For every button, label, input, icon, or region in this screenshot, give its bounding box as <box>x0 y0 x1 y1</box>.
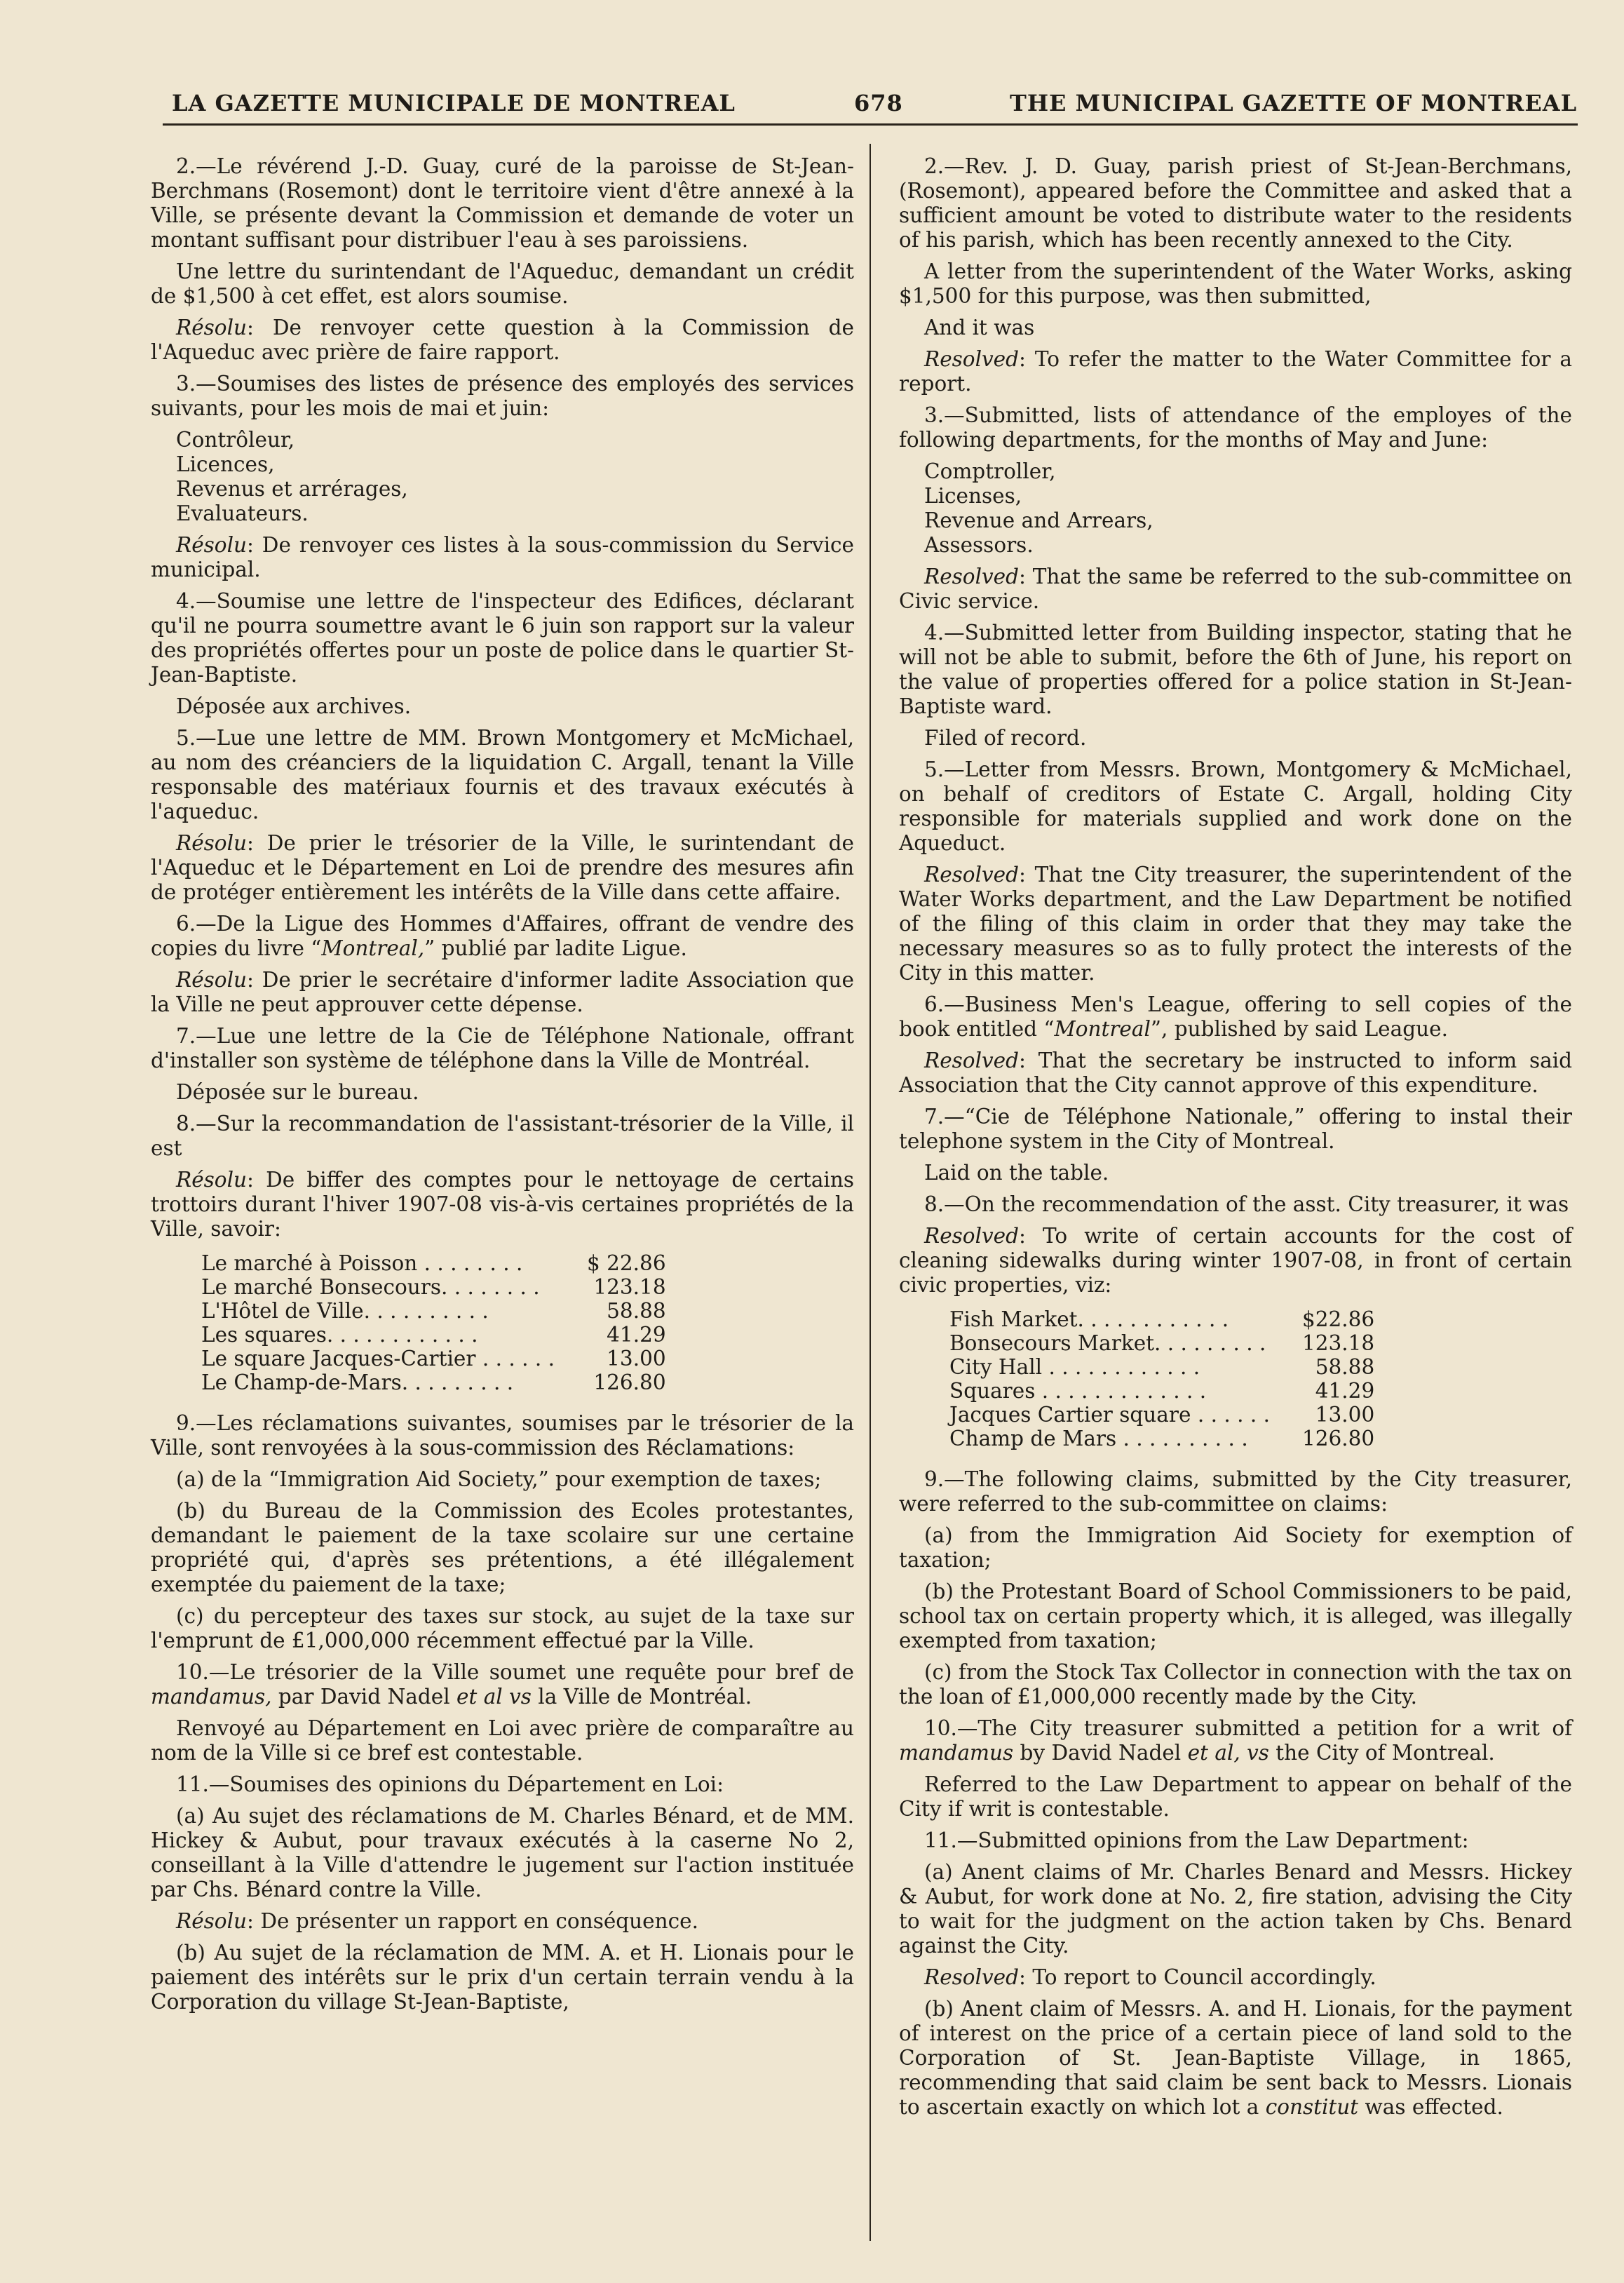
item-6-text-end: ” publié par ladite Ligue. <box>424 936 687 960</box>
table-row <box>201 1251 670 1275</box>
header-title-french: LA GAZETTE MUNICIPALE DE MONTREAL <box>172 90 736 116</box>
opinion-b-text-end: was effected. <box>1358 2095 1503 2119</box>
filed-fr: Déposée aux archives. <box>176 694 412 718</box>
resolution-fr <box>151 1168 854 1241</box>
item-5-fr: 5.—Lue une lettre de MM. Brown Montgomery et McMichael, au nom des créanciers de la liquidation C. Argall, tenant la Ville responsable des matériaux fournis et des travaux exécutés à l'aqueduc. <box>151 726 854 823</box>
resolution-text: : To report to Council accordingly. <box>1019 1965 1376 1989</box>
resolution-en <box>899 1965 1572 1990</box>
resolu-label: Résolu <box>176 1909 248 1933</box>
account-label: Jacques Cartier square . . . . . . <box>949 1403 1270 1427</box>
account-amount: 123.18 <box>1301 1331 1375 1355</box>
item-4-fr: 4.—Soumise une lettre de l'inspecteur des Edifices, déclarant qu'il ne pourra soumettre avant le 6 juin son rapport sur la valeur des propriétés offertes pour un poste de police dans le quartier St-Jean-Baptiste. <box>151 589 854 687</box>
account-label: L'Hôtel de Ville. . . . . . . . . . <box>201 1299 489 1323</box>
resolution-text: : De présenter un rapport en conséquence. <box>247 1909 698 1933</box>
resolved-label: Resolved <box>924 1965 1020 1989</box>
resolution-text: : De biffer des comptes pour le nettoyage de certains trottoirs durant l'hiver 1907-08 vis-à-vis certaines propriétés de la Ville, savoir: <box>151 1168 854 1241</box>
services-list <box>176 428 854 526</box>
list-item: Revenue and Arrears, <box>924 509 1153 532</box>
et-al-term: et al vs <box>456 1685 532 1709</box>
item-10-text-end: la Ville de Montréal. <box>531 1685 752 1709</box>
resolution-text: : That the secretary be instructed to inform said Association that the City cannot approve of this expenditure. <box>899 1049 1572 1097</box>
table-row <box>949 1403 1379 1427</box>
account-amount: 41.29 <box>607 1323 666 1347</box>
account-label: Champ de Mars . . . . . . . . . . <box>949 1427 1248 1450</box>
account-label: Le Champ-de-Mars. . . . . . . . . <box>201 1371 514 1394</box>
claim-c-en: (c) from the Stock Tax Collector in connection with the tax on the loan of £1,000,000 recently made by the City. <box>899 1660 1572 1709</box>
account-amount: 13.00 <box>1315 1403 1375 1427</box>
column-divider <box>869 144 871 2241</box>
table-row <box>201 1323 670 1347</box>
item-7-fr: 7.—Lue une lettre de la Cie de Téléphone Nationale, offrant d'installer son système de téléphone dans la Ville de Montréal. <box>151 1024 854 1072</box>
list-item: Licences, <box>176 452 275 476</box>
header-title-english: THE MUNICIPAL GAZETTE OF MONTREAL <box>1010 90 1578 116</box>
filed-en: Filed of record. <box>924 726 1087 750</box>
item-8-fr: 8.—Sur la recommandation de l'assistant-trésorier de la Ville, il est <box>151 1112 854 1160</box>
french-column <box>151 154 854 2021</box>
item-6-text-end: ”, published by said League. <box>1150 1017 1448 1041</box>
opinion-b-text: (b) Anent claim of Messrs. A. and H. Lionais, for the payment of interest on the price of a certain piece of land sold to the Corporation of St. Jean-Baptiste Village, in 1865, recommending that said claim be sent back to Messrs. Lionais to ascertain exactly on which lot a <box>899 1997 1572 2119</box>
resolved-label: Resolved <box>924 1224 1020 1248</box>
resolution-text: : De renvoyer ces listes à la sous-commission du Service municipal. <box>151 533 854 581</box>
resolved-label: Resolved <box>924 1049 1020 1072</box>
table-row <box>949 1355 1379 1379</box>
item-10-text-end: the City of Montreal. <box>1268 1741 1495 1765</box>
mandamus-term: mandamus <box>899 1741 1014 1765</box>
account-label: Les squares. . . . . . . . . . . . <box>201 1323 478 1347</box>
table-row <box>201 1299 670 1323</box>
accounts-table-fr <box>201 1251 670 1394</box>
account-amount: 126.80 <box>1301 1427 1375 1450</box>
item-5-en: 5.—Letter from Messrs. Brown, Montgomery & McMichael, on behalf of creditors of Estate C. Argall, holding City responsible for materials supplied and work done on the Aqueduct. <box>899 757 1572 855</box>
resolu-label: Résolu <box>176 316 248 339</box>
claim-b-en: (b) the Protestant Board of School Commissioners to be paid, school tax on certain property which, it is alleged, was illegally exempted from taxation; <box>899 1580 1572 1652</box>
list-item: Licenses, <box>924 484 1022 508</box>
table-row <box>949 1427 1379 1450</box>
account-amount: $ 22.86 <box>587 1251 666 1275</box>
claim-a-fr: (a) de la “Immigration Aid Society,” pour exemption de taxes; <box>176 1467 822 1491</box>
resolution-text: : That the same be referred to the sub-committee on Civic service. <box>899 565 1572 613</box>
and-it-was: And it was <box>924 316 1035 339</box>
account-amount: 58.88 <box>607 1299 666 1323</box>
water-letter-en: A letter from the superintendent of the Water Works, asking $1,500 for this purpose, was then submitted, <box>899 260 1572 308</box>
item-6-text: 6.—Business Men's League, offering to sell copies of the book entitled “ <box>899 992 1572 1041</box>
resolution-en <box>899 347 1572 396</box>
resolution-text: : To write of certain accounts for the cost of cleaning sidewalks during winter 1907-08, in front of certain civic properties, viz: <box>899 1224 1572 1297</box>
mandamus-term: mandamus, <box>151 1685 272 1709</box>
referred-fr: Renvoyé au Département en Loi avec prière de comparaître au nom de la Ville si ce bref est contestable. <box>151 1716 854 1765</box>
book-title: Montreal <box>1054 1017 1151 1041</box>
resolu-label: Résolu <box>176 1168 248 1192</box>
resolution-fr <box>151 1909 854 1934</box>
account-amount: $22.86 <box>1301 1307 1375 1331</box>
list-item: Revenus et arrérages, <box>176 477 408 501</box>
item-9-fr: 9.—Les réclamations suivantes, soumises par le trésorier de la Ville, sont renvoyées à la sous-commission des Réclamations: <box>151 1411 854 1460</box>
resolution-text: : De prier le secrétaire d'informer ladite Association que la Ville ne peut approuver cette dépense. <box>151 968 854 1016</box>
list-item: Assessors. <box>924 533 1034 557</box>
item-9-en: 9.—The following claims, submitted by the City treasurer, were referred to the sub-committee on claims: <box>899 1467 1572 1516</box>
laid-en: Laid on the table. <box>924 1161 1109 1185</box>
item-11-fr: 11.—Soumises des opinions du Département en Loi: <box>176 1772 724 1796</box>
book-title: Montreal, <box>321 936 425 960</box>
item-4-en: 4.—Submitted letter from Building inspector, stating that he will not be able to submit, before the 6th of June, his report on the value of properties offered for a police station in St-Jean-Baptiste ward. <box>899 621 1572 718</box>
item-10-en <box>899 1716 1572 1765</box>
resolu-label: Résolu <box>176 831 248 855</box>
et-al-term: et al, vs <box>1187 1741 1269 1765</box>
item-6-text: 6.—De la Ligue des Hommes d'Affaires, offrant de vendre des copies du livre “ <box>151 912 854 960</box>
resolution-text: : De renvoyer cette question à la Commission de l'Aqueduc avec prière de faire rapport. <box>151 316 854 364</box>
table-row <box>949 1331 1379 1355</box>
resolved-label: Resolved <box>924 565 1020 588</box>
aqueduct-letter-fr: Une lettre du surintendant de l'Aqueduc, demandant un crédit de $1,500 à cet effet, est alors soumise. <box>151 260 854 308</box>
item-3-en: 3.—Submitted, lists of attendance of the employes of the following departments, for the months of May and June: <box>899 403 1572 452</box>
table-row <box>201 1275 670 1299</box>
resolution-fr <box>151 968 854 1017</box>
constitut-term: constitut <box>1265 2095 1359 2119</box>
claim-b-fr: (b) du Bureau de la Commission des Ecoles protestantes, demandant le paiement de la taxe scolaire sur une certaine propriété qui, d'après ses prétentions, a été illégalement exemptée du paiement de la taxe; <box>151 1499 854 1596</box>
resolution-fr <box>151 316 854 365</box>
account-amount: 41.29 <box>1315 1379 1375 1403</box>
table-row <box>201 1347 670 1371</box>
account-label: Le marché à Poisson . . . . . . . . <box>201 1251 523 1275</box>
claim-c-fr: (c) du percepteur des taxes sur stock, au sujet de la taxe sur l'emprunt de £1,000,000 récemment effectué par la Ville. <box>151 1604 854 1652</box>
opinion-a-en: (a) Anent claims of Mr. Charles Benard and Messrs. Hickey & Aubut, for work done at No. 2, fire station, advising the City to wait for the judgment on the action taken by Chs. Benard against the City. <box>899 1860 1572 1958</box>
resolution-fr <box>151 831 854 905</box>
resolution-text: : De prier le trésorier de la Ville, le surintendant de l'Aqueduc et le Département en Loi de prendre des mesures afin de protéger entièrement les intérêts de la Ville dans cette affaire. <box>151 831 854 904</box>
account-amount: 58.88 <box>1315 1355 1375 1379</box>
claim-a-en: (a) from the Immigration Aid Society for exemption of taxation; <box>899 1523 1572 1572</box>
opinion-b-en <box>899 1997 1572 2120</box>
english-column <box>899 154 1572 2127</box>
page-number: 678 <box>854 90 903 116</box>
list-item: Comptroller, <box>924 459 1056 483</box>
account-label: Le marché Bonsecours. . . . . . . . <box>201 1275 540 1299</box>
resolution-text: : That tne City treasurer, the superintendent of the Water Works department, and the Law Department be notified of the filing of this claim in order that they may take the necessary measures so as to fully protect the interests of the City in this matter. <box>899 863 1572 985</box>
table-row <box>949 1379 1379 1403</box>
table-row <box>201 1371 670 1394</box>
list-item: Contrôleur, <box>176 428 295 452</box>
table-row <box>949 1307 1379 1331</box>
item-6-fr <box>151 912 854 961</box>
resolution-en <box>899 863 1572 985</box>
item-2-en: 2.—Rev. J. D. Guay, parish priest of St-Jean-Berchmans, (Rosemont), appeared before the Committee and asked that a sufficient amount be voted to distribute water to the residents of his parish, which has been recently annexed to the City. <box>899 154 1572 252</box>
resolved-label: Resolved <box>924 863 1020 887</box>
account-amount: 13.00 <box>607 1347 666 1371</box>
resolved-label: Resolved <box>924 347 1020 371</box>
opinion-a-fr: (a) Au sujet des réclamations de M. Charles Bénard, et de MM. Hickey & Aubut, pour travaux exécutés à la caserne No 2, conseillant à la Ville d'attendre le jugement sur l'action instituée par Chs. Bénard contre la Ville. <box>151 1804 854 1901</box>
accounts-table-en <box>949 1307 1379 1450</box>
resolution-text: : To refer the matter to the Water Committee for a report. <box>899 347 1572 396</box>
account-label: Bonsecours Market. . . . . . . . . <box>949 1331 1266 1355</box>
item-10-text-mid: by David Nadel <box>1013 1741 1188 1765</box>
account-amount: 123.18 <box>593 1275 666 1299</box>
account-label: Squares . . . . . . . . . . . . . <box>949 1379 1207 1403</box>
item-7-en: 7.—“Cie de Téléphone Nationale,” offering to instal their telephone system in the City of Montreal. <box>899 1105 1572 1153</box>
item-2-fr: 2.—Le révérend J.-D. Guay, curé de la paroisse de St-Jean-Berchmans (Rosemont) dont le territoire vient d'être annexé à la Ville, se présente devant la Commission et demande de voter un montant suffisant pour distribuer l'eau à ses paroissiens. <box>151 154 854 252</box>
item-3-fr: 3.—Soumises des listes de présence des employés des services suivants, pour les mois de mai et juin: <box>151 372 854 420</box>
item-8-en: 8.—On the recommendation of the asst. City treasurer, it was <box>924 1192 1569 1216</box>
departments-list <box>924 459 1572 558</box>
item-10-fr <box>151 1660 854 1709</box>
resolution-en <box>899 1049 1572 1098</box>
item-10-text-mid: par David Nadel <box>271 1685 457 1709</box>
list-item: Evaluateurs. <box>176 501 309 525</box>
account-label: City Hall . . . . . . . . . . . . <box>949 1355 1200 1379</box>
item-11-en: 11.—Submitted opinions from the Law Department: <box>924 1829 1469 1852</box>
item-10-text: 10.—Le trésorier de la Ville soumet une requête pour bref de <box>176 1660 854 1684</box>
laid-fr: Déposée sur le bureau. <box>176 1080 419 1104</box>
item-6-en <box>899 992 1572 1042</box>
referred-en: Referred to the Law Department to appear on behalf of the City if writ is contestable. <box>899 1772 1572 1821</box>
resolu-label: Résolu <box>176 533 248 557</box>
account-label: Le square Jacques-Cartier . . . . . . <box>201 1347 555 1371</box>
account-label: Fish Market. . . . . . . . . . . . <box>949 1307 1229 1331</box>
resolu-label: Résolu <box>176 968 248 992</box>
header-rule <box>163 123 1578 126</box>
item-10-text: 10.—The City treasurer submitted a petition for a writ of <box>924 1716 1572 1740</box>
resolution-en <box>899 1224 1572 1298</box>
opinion-b-fr: (b) Au sujet de la réclamation de MM. A. et H. Lionais pour le paiement des intérêts sur le prix d'un certain terrain vendu à la Corporation du village St-Jean-Baptiste, <box>151 1941 854 2014</box>
resolution-en <box>899 565 1572 614</box>
resolution-fr <box>151 533 854 582</box>
account-amount: 126.80 <box>593 1371 666 1394</box>
